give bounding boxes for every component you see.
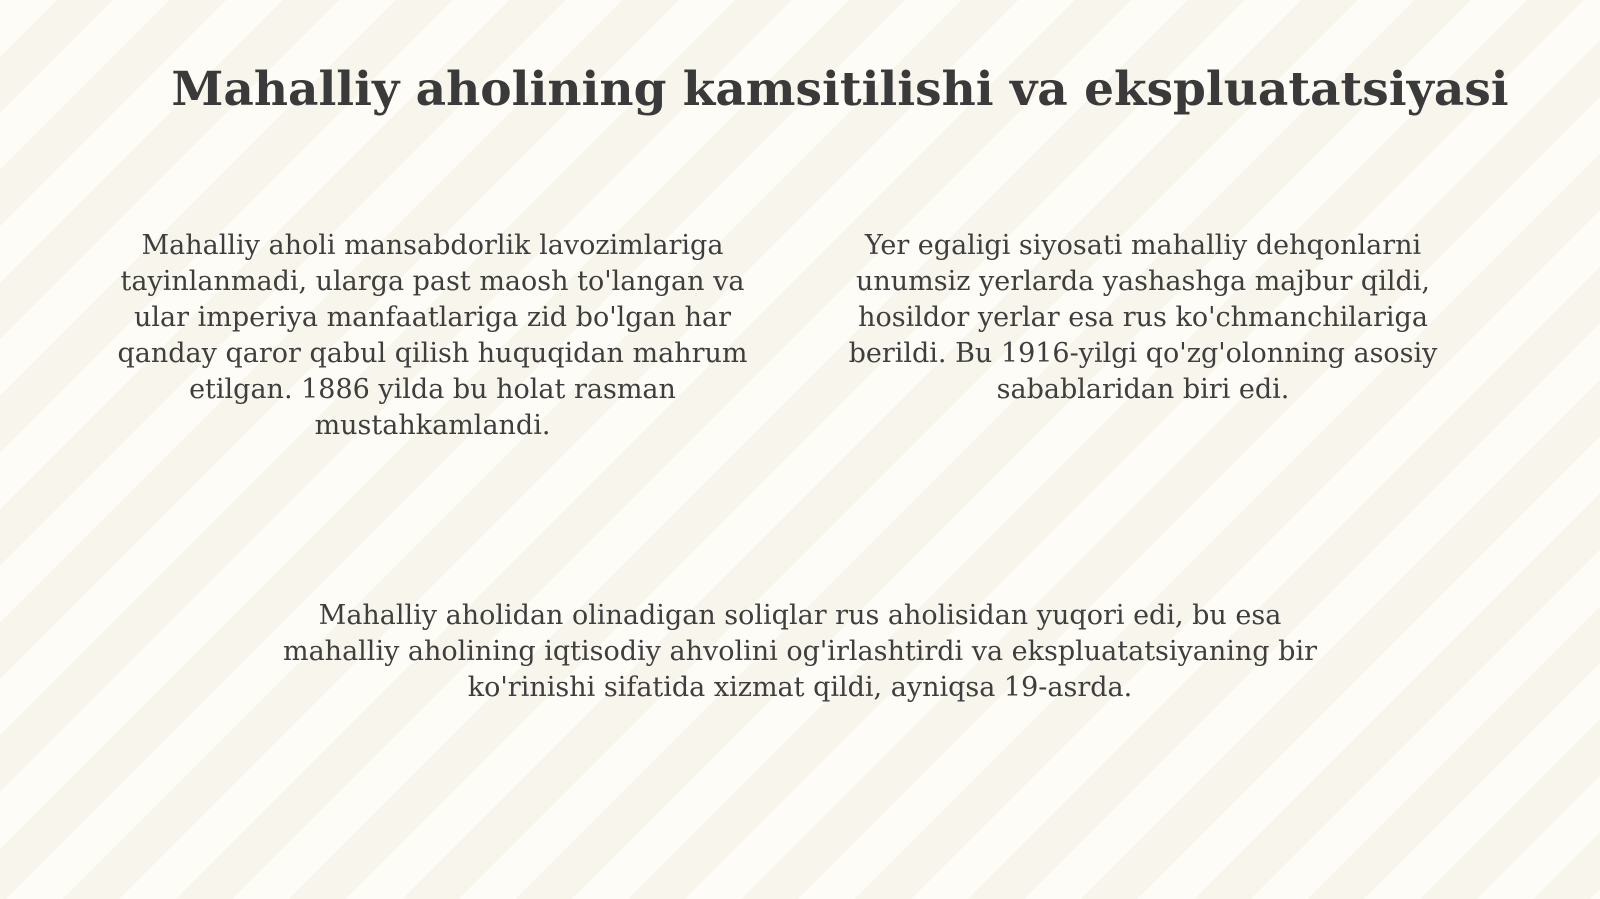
paragraph-right: Yer egaligi siyosati mahalliy dehqonlarni unumsiz yerlarda yashashga majbur qildi, hosildor yerlar esa rus ko'chmanchilariga berildi. Bu 1916-yilgi qo'zg'olonning asosiy sabablaridan biri edi.	[848, 230, 1438, 405]
paragraph-left: Mahalliy aholi mansabdorlik lavozimlariga tayinlanmadi, ularga past maosh to'langan va ular imperiya manfaatlariga zid bo'lgan har qanday qaror qabul qilish huquqidan mahrum etilgan. 1886 yilda bu holat rasman mustahkamlandi.	[117, 230, 748, 441]
slide-title: Mahalliy aholining kamsitilishi va ekspluatatsiyasi	[171, 62, 1509, 117]
paragraph-bottom: Mahalliy aholidan olinadigan soliqlar rus aholisidan yuqori edi, bu esa mahalliy aholining iqtisodiy ahvolini og'irlashtirdi va ekspluatatsiyaning bir ko'rinishi sifatida xizmat qildi, ayniqsa 19-asrda.	[282, 600, 1317, 703]
